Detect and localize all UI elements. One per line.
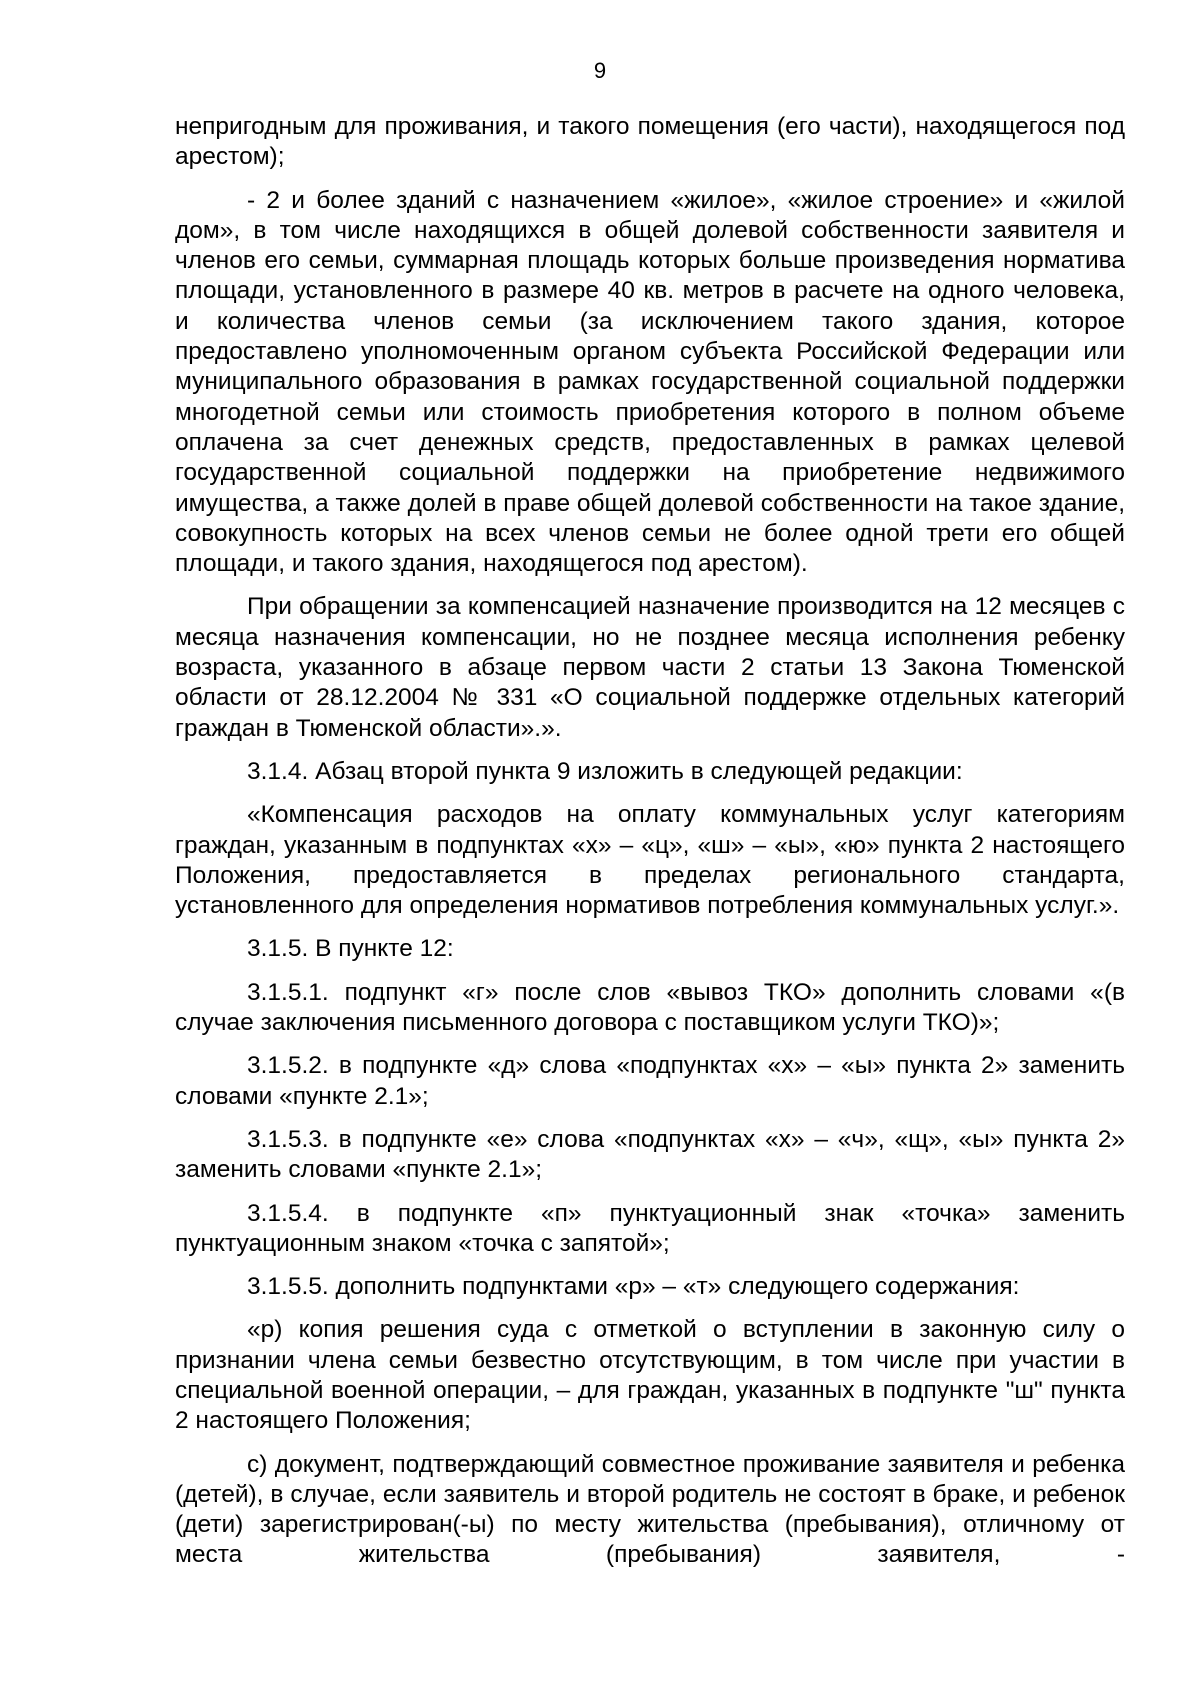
document-body [175,112,1125,1584]
paragraph-continuation: непригодным для проживания, и такого помещения (его части), находящегося под арестом); [175,113,1125,171]
paragraph-3-1-5: 3.1.5. В пункте 12: [247,935,454,963]
paragraph-3-1-5-1: 3.1.5.1. подпункт «г» после слов «вывоз ТКО» дополнить словами «(в случае заключения письменного договора с поставщиком услуги ТКО)»; [175,978,1125,1037]
paragraph-3-1-5-4: 3.1.5.4. в подпункте «п» пунктуационный знак «точка» заменить пунктуационным знаком «точка с запятой»; [175,1199,1125,1257]
paragraph-3-1-4: 3.1.4. Абзац второй пункта 9 изложить в следующей редакции: [247,757,963,785]
paragraph-3-1-5-2: 3.1.5.2. в подпункте «д» слова «подпунктах «х» – «ы» пункта 2» заменить словами «пункте 2.1»; [175,1052,1125,1110]
paragraph-3-1-5-5: 3.1.5.5. дополнить подпунктами «р» – «т» следующего содержания: [247,1273,1020,1301]
paragraph-subitem-s: с) документ, подтверждающий совместное проживание заявителя и ребенка (детей), в случае, если заявитель и второй родитель не состоят в браке, и ребенок (дети) зарегистрирован(-ы) по месту жительства (пребывания), отличному от места жительства (пребывания) заявителя, - [175,1450,1125,1569]
paragraph-compensation-text: «Компенсация расходов на оплату коммунальных услуг категориям граждан, указанным в подпунктах «х» – «ц», «ш» – «ы», «ю» пункта 2 настоящего Положения, предоставляется в пределах регионального стандарта, установленного для определения нормативов потребления коммунальных услуг.». [175,801,1125,920]
paragraph-buildings-condition: - 2 и более зданий с назначением «жилое», «жилое строение» и «жилой дом», в том числе находящихся в общей долевой собственности заявителя и членов его семьи, суммарная площадь которых больше произведения норматива площади, установленного в размере 40 кв. метров в расчете на одного человека, и количества членов семьи (за исключением такого здания, которое предоставлено уполномоченным органом субъекта Российской Федерации или муниципального образования в рамках государственной социальной поддержки многодетной семьи или стоимость приобретения которого в полном объеме оплачена за счет денежных средств, предоставленных в рамках целевой государственной социальной поддержки на приобретение недвижимого имущества, а также долей в праве общей долевой собственности на такое здание, совокупность которых на всех членов семьи не более одной трети его общей площади, и такого здания, находящегося под арестом). [175,186,1125,578]
paragraph-subitem-r: «р) копия решения суда с отметкой о вступлении в законную силу о признании члена семьи безвестно отсутствующим, в том числе при участии в специальной военной операции, – для граждан, указанных в подпункте "ш" пункта 2 настоящего Положения; [175,1316,1125,1435]
paragraph-compensation-period: При обращении за компенсацией назначение производится на 12 месяцев с месяца назначения компенсации, но не позднее месяца исполнения ребенку возраста, указанного в абзаце первом части 2 статьи 13 Закона Тюменской области от 28.12.2004 № 331 «О социальной поддержке отдельных категорий граждан в Тюменской области».». [175,593,1125,742]
paragraph-3-1-5-3: 3.1.5.3. в подпункте «е» слова «подпунктах «х» – «ч», «щ», «ы» пункта 2» заменить словами «пункте 2.1»; [175,1125,1125,1184]
page-number: 9 [593,58,607,83]
